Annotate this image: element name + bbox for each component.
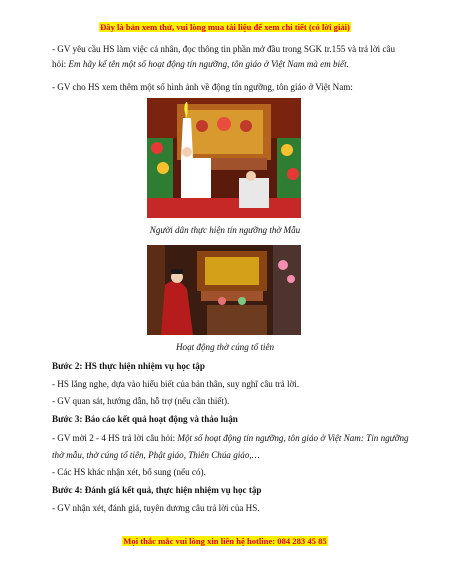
step2-line1: - HS lắng nghe, dựa vào hiểu biết của bản thân, suy nghĩ câu trả lời. (52, 379, 300, 389)
intro-paragraph (52, 42, 410, 72)
header-notice: Đây là bản xem thử, vui lòng mua tài liệu để xem chi tiết (có lời giải) (100, 22, 350, 32)
step4-line1: - GV nhận xét, đánh giá, tuyên dương câu trả lời của HS. (52, 503, 260, 513)
step2-title: Bước 2: HS thực hiện nhiệm vụ học tập (52, 361, 205, 371)
photo1-caption: Người dân thực hiện tín ngưỡng thờ Mẫu (149, 225, 301, 235)
intro-question: Em hãy kể tên một số hoạt động tín ngưỡng, tôn giáo ở Việt Nam mà em biết. (68, 58, 349, 69)
footer-notice: Mọi thắc mắc vui lòng xin liên hệ hotline: 084 283 45 85 (123, 536, 327, 546)
step3-line2: - Các HS khác nhận xét, bổ sung (nếu có). (52, 467, 206, 477)
step3-answer: Một số hoạt động tín ngưỡng, tôn giáo ở Việt Nam: Tín ngưỡng thờ mẫu, thờ cúng tổ tiên, Phật giáo, Thiên Chúa giáo,… (52, 433, 409, 460)
step3-instruction: - GV mời 2 - 4 HS trả lời câu hỏi: (52, 433, 178, 443)
intro-instruction: - GV yêu cầu HS làm việc cá nhân, đọc thông tin phần mở đầu trong SGK tr.155 và trả lời câu hỏi: (52, 44, 396, 69)
step3-title: Bước 3: Báo cáo kết quả hoạt động và thảo luận (52, 414, 238, 424)
step3-paragraph (52, 430, 410, 464)
step4-title: Bước 4: Đánh giá kết quả, thực hiện nhiệm vụ học tập (52, 485, 262, 495)
step2-line2: - GV quan sát, hướng dẫn, hỗ trợ (nếu cần thiết). (52, 396, 230, 406)
intro-line2: - GV cho HS xem thêm một số hình ảnh về động tín ngưỡng, tôn giáo ở Việt Nam: (52, 82, 353, 92)
mother-goddess-worship-photo (147, 98, 301, 218)
ancestor-worship-photo (147, 245, 301, 335)
photo2-caption: Hoạt động thờ cúng tổ tiên (175, 342, 275, 352)
